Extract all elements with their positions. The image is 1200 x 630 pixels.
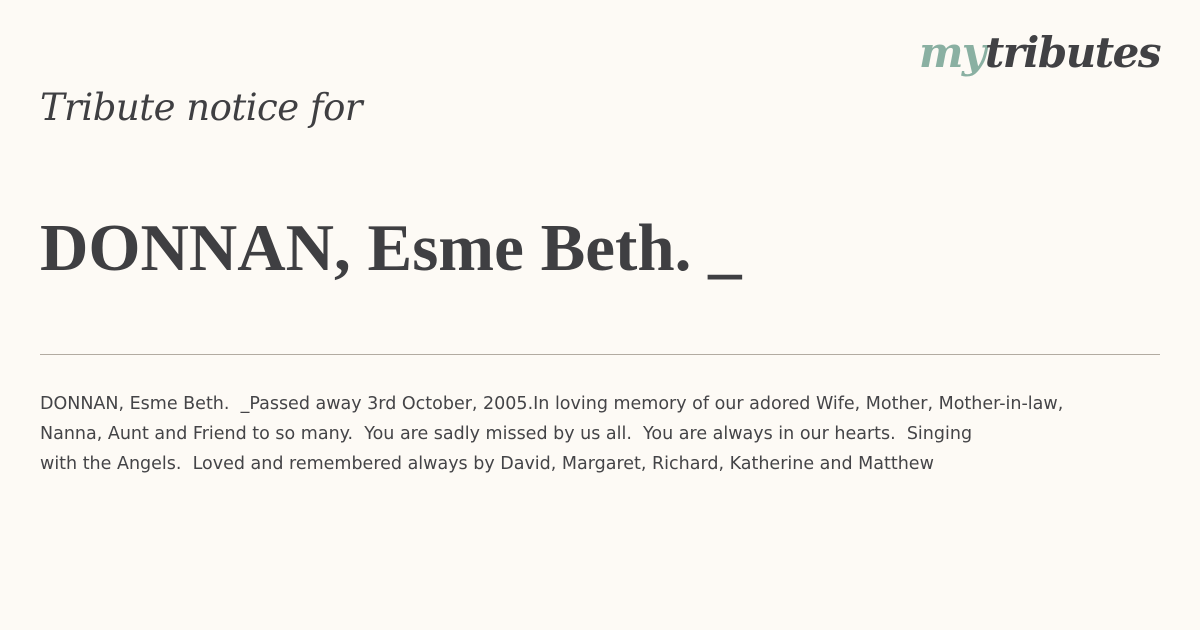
deceased-name-heading: DONNAN, Esme Beth. _ [40, 211, 742, 285]
logo-tributes-text: tributes [984, 28, 1160, 77]
mytributes-logo[interactable] [919, 28, 1160, 78]
tribute-notice-label: Tribute notice for [40, 86, 363, 129]
logo-my-text: my [918, 28, 985, 77]
section-divider [40, 354, 1160, 355]
tribute-notice-text: DONNAN, Esme Beth. _Passed away 3rd October, 2005.In loving memory of our adored Wife, Mother, Mother-in-law, Nanna, Aunt and Friend to so many. You are sadly missed by us all. You are always in our hearts. Singing with the Angels. Loved and remembered always by David, Margaret, Richard, Katherine and Matthew [40, 394, 1064, 474]
